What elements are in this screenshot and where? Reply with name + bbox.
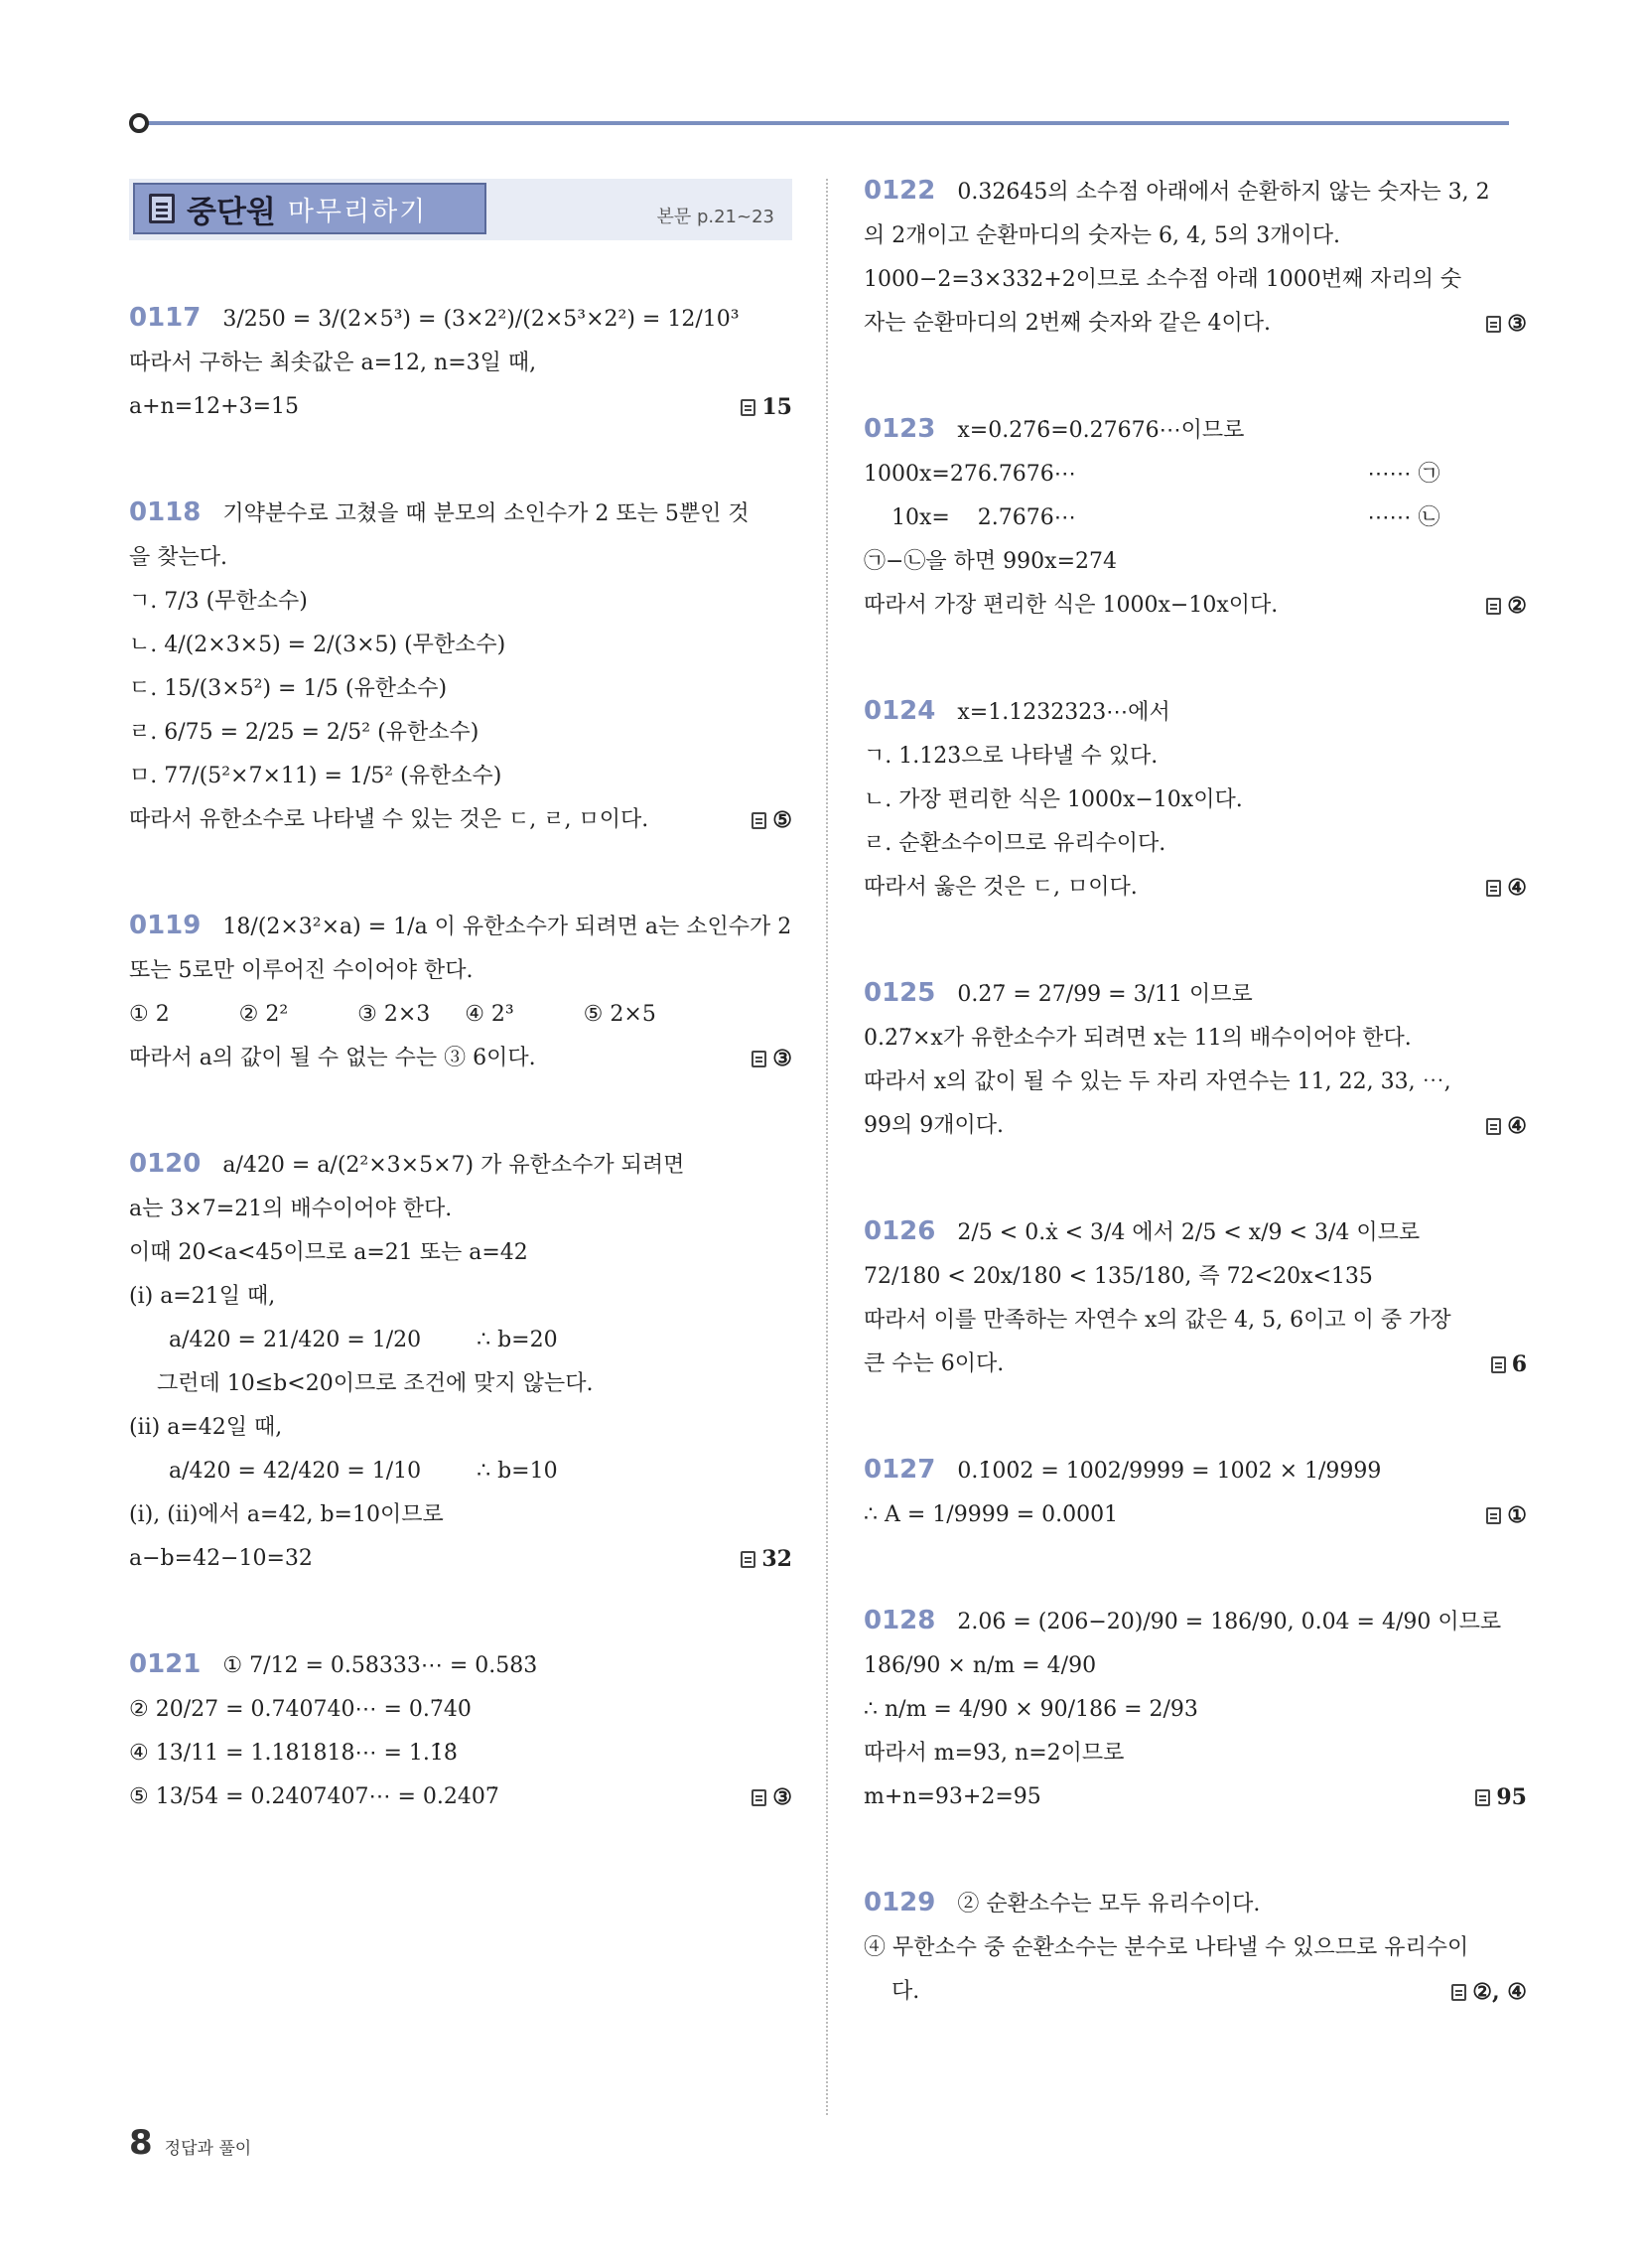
answer-mark <box>1486 1104 1527 1148</box>
page-reference: 본문 p.21~23 <box>656 207 774 227</box>
solution-line <box>129 1037 792 1080</box>
answer-icon <box>1451 1984 1466 2001</box>
problem-number: 0119 <box>129 911 202 940</box>
solution-line: 72/180 < 20x/180 < 135/180, 즉 72<20x<135 <box>864 1264 1373 1289</box>
solution-text: 큰 수는 6이다. <box>864 1351 1005 1376</box>
problem-0127 <box>864 1448 1527 1537</box>
page-footer <box>129 2123 251 2163</box>
solution-line: ② 20/27 = 0.740740⋯ = 0.7̇40̇ <box>129 1697 472 1722</box>
solution-line <box>864 1493 1527 1537</box>
problem-0122 <box>864 169 1527 346</box>
solution-text: 기약분수로 고쳤을 때 분모의 소인수가 2 또는 5뿐인 것 <box>222 501 750 526</box>
solution-line: 을 찾는다. <box>129 545 227 570</box>
answer-mark <box>1475 1775 1527 1819</box>
solution-text: 따라서 a의 값이 될 수 없는 수는 ③ 6이다. <box>129 1046 536 1070</box>
solution-line <box>129 1775 792 1819</box>
answer-mark <box>1486 866 1527 910</box>
solution-line: ㉠−㉡을 하면 990x=274 <box>864 549 1117 574</box>
problem-number: 0127 <box>864 1455 936 1485</box>
answer-mark <box>1486 584 1527 628</box>
solution-line <box>129 1537 792 1581</box>
solution-line: ④ 무한소수 중 순환소수는 분수로 나타낼 수 있으므로 유리수이 <box>864 1935 1469 1960</box>
solution-text: 0.326̇45̇의 소수점 아래에서 순환하지 않는 숫자는 3, 2 <box>957 180 1490 205</box>
section-title: 중단원 <box>187 194 276 230</box>
problem-number: 0123 <box>864 414 936 444</box>
answer-value: 15 <box>761 394 792 420</box>
answer-value: ② <box>1507 593 1527 619</box>
answer-value: 6 <box>1511 1351 1527 1377</box>
solution-text: 0.1̇00̇2 = 1002/9999 = 1002 × 1/9999 <box>957 1459 1382 1484</box>
solution-line: 따라서 x의 값이 될 수 있는 두 자리 자연수는 11, 22, 33, ⋯, <box>864 1069 1451 1094</box>
solution-line: 의 2개이고 순환마디의 숫자는 6, 4, 5의 3개이다. <box>864 223 1340 248</box>
answer-icon <box>1486 598 1501 615</box>
answer-icon <box>1486 316 1501 333</box>
solution-line <box>864 1775 1527 1819</box>
solution-line: 따라서 m=93, n=2이므로 <box>864 1741 1125 1766</box>
answer-mark <box>741 1537 792 1581</box>
answer-mark <box>752 1037 792 1080</box>
solution-line <box>129 1142 792 1188</box>
left-column <box>129 169 792 1881</box>
problem-number: 0128 <box>864 1606 936 1635</box>
answer-icon <box>1475 1789 1490 1806</box>
solution-text: 2/5 < 0.ẋ < 3/4 에서 2/5 < x/9 < 3/4 이므로 <box>957 1220 1421 1245</box>
solution-line: 이때 20<a<45이므로 a=21 또는 a=42 <box>129 1240 528 1265</box>
solution-text: 따라서 옳은 것은 ㄷ, ㅁ이다. <box>864 875 1138 900</box>
problem-number: 0118 <box>129 497 202 527</box>
problem-number: 0124 <box>864 696 936 726</box>
solution-line <box>864 1970 1527 2014</box>
solution-text: a−b=42−10=32 <box>129 1546 313 1571</box>
right-column <box>864 169 1527 2075</box>
solution-line: 또는 5로만 이루어진 수이어야 한다. <box>129 958 474 983</box>
problem-number: 0121 <box>129 1649 202 1679</box>
solution-line: a/420 = 21/420 = 1/20 ∴ b=20 <box>169 1328 558 1352</box>
solution-text: a/420 = a/(2²×3×5×7) 가 유한소수가 되려면 <box>222 1153 685 1178</box>
column-divider <box>826 179 828 2115</box>
solution-line <box>129 1642 792 1688</box>
solution-line: 10x= 2.7676⋯ ⋯⋯ ㉡ <box>891 505 1440 530</box>
solution-line <box>129 296 792 342</box>
answer-icon <box>1486 1118 1501 1135</box>
answer-mark <box>741 385 792 429</box>
solution-text: 따라서 가장 편리한 식은 1000x−10x이다. <box>864 593 1279 618</box>
answer-icon <box>1491 1356 1506 1373</box>
solution-line <box>129 798 792 842</box>
solution-line <box>864 971 1527 1017</box>
top-rule-dot <box>129 113 149 133</box>
solution-line: ㄱ. 1.12̇3̇으로 나타낼 수 있다. <box>864 744 1159 769</box>
answer-value: ⑤ <box>772 807 792 833</box>
answer-icon <box>741 399 755 416</box>
solution-line <box>129 904 792 949</box>
solution-line: ㄱ. 7/3 (무한소수) <box>129 589 308 614</box>
solution-line <box>864 407 1527 453</box>
problem-number: 0129 <box>864 1888 936 1917</box>
solution-text: a+n=12+3=15 <box>129 394 300 419</box>
answer-mark <box>752 798 792 842</box>
solution-line <box>864 1599 1527 1644</box>
problem-0117 <box>129 296 792 429</box>
problem-0120 <box>129 1142 792 1581</box>
solution-line: ㅁ. 77/(5²×7×11) = 1/5² (유한소수) <box>129 764 502 788</box>
answer-mark <box>1486 1493 1527 1537</box>
solution-line <box>864 584 1527 628</box>
answer-value: 32 <box>761 1546 792 1572</box>
solution-line: (ⅰ) a=21일 때, <box>129 1284 276 1309</box>
solution-line <box>864 169 1527 214</box>
problem-0125 <box>864 971 1527 1148</box>
solution-line: ∴ n/m = 4/90 × 90/186 = 2/93 <box>864 1697 1198 1722</box>
answer-icon <box>752 1789 766 1806</box>
solution-text: m+n=93+2=95 <box>864 1784 1041 1809</box>
solution-line: 그런데 10≤b<20이므로 조건에 맞지 않는다. <box>157 1371 594 1396</box>
solution-line: ④ 13/11 = 1.181818⋯ = 1.1̇8̇ <box>129 1741 458 1766</box>
solution-text: ② 순환소수는 모두 유리수이다. <box>957 1892 1261 1916</box>
solution-line: 따라서 구하는 최솟값은 a=12, n=3일 때, <box>129 351 537 375</box>
answer-icon <box>752 1051 766 1067</box>
problem-0119 <box>129 904 792 1080</box>
solution-text: ① 7/12 = 0.58333⋯ = 0.583̇ <box>222 1653 538 1678</box>
solution-line <box>129 385 792 429</box>
solution-line: 186/90 × n/m = 4/90 <box>864 1653 1097 1678</box>
answer-mark <box>1486 302 1527 346</box>
section-header <box>129 169 792 246</box>
solution-line: ㄹ. 6/75 = 2/25 = 2/5² (유한소수) <box>129 720 479 745</box>
problem-number: 0122 <box>864 176 936 206</box>
solution-line: (ⅰ), (ⅱ)에서 a=42, b=10이므로 <box>129 1502 444 1527</box>
solution-line <box>864 1881 1527 1926</box>
solution-line: ① 2 ② 2² ③ 2×3 ④ 2³ ⑤ 2×5 <box>129 1002 656 1027</box>
solution-text: 따라서 유한소수로 나타낼 수 있는 것은 ㄷ, ㄹ, ㅁ이다. <box>129 807 649 832</box>
solution-text: 0.2̇7̇ = 27/99 = 3/11 이므로 <box>957 982 1253 1007</box>
problem-0128 <box>864 1599 1527 1819</box>
footer-label: 정답과 풀이 <box>164 2139 252 2159</box>
solution-text: x=0.27̇6̇=0.27676⋯이므로 <box>957 418 1245 443</box>
solution-line <box>864 1209 1527 1255</box>
section-header-tab <box>133 183 486 234</box>
answer-value: ④ <box>1507 875 1527 901</box>
answer-mark <box>1451 1970 1527 2014</box>
solution-text: 자는 순환마디의 2번째 숫자와 같은 4이다. <box>864 311 1271 336</box>
page-number: 8 <box>129 2123 153 2163</box>
solution-text: x=1.1232323⋯에서 <box>957 700 1170 725</box>
answer-value: ③ <box>1507 311 1527 337</box>
problem-0126 <box>864 1209 1527 1386</box>
solution-line: ㄹ. 순환소수이므로 유리수이다. <box>864 831 1166 856</box>
problem-0121 <box>129 1642 792 1819</box>
answer-icon <box>752 812 766 829</box>
solution-line <box>864 1104 1527 1148</box>
solution-text: ⑤ 13/54 = 0.2407407⋯ = 0.24̇07̇ <box>129 1784 499 1809</box>
solution-line <box>864 1343 1527 1386</box>
solution-line <box>864 1448 1527 1493</box>
solution-text: 3/250 = 3/(2×5³) = (3×2²)/(2×5³×2²) = 12/10³ <box>222 307 740 332</box>
solution-text: 다. <box>891 1979 920 2004</box>
answer-value: ① <box>1507 1502 1527 1528</box>
solution-line: ㄴ. 4/(2×3×5) = 2/(3×5) (무한소수) <box>129 633 506 657</box>
problem-0123 <box>864 407 1527 628</box>
problem-number: 0120 <box>129 1149 202 1179</box>
solution-text: 2.06̇ = (206−20)/90 = 186/90, 0.04̇ = 4/90 이므로 <box>957 1610 1502 1634</box>
problem-number: 0126 <box>864 1216 936 1246</box>
answer-mark <box>1491 1343 1527 1386</box>
solution-line <box>864 302 1527 346</box>
solution-line <box>864 866 1527 910</box>
solution-text: ∴ A = 1/9999 = 0.0̇00̇1 <box>864 1502 1119 1527</box>
solution-line: ㄷ. 15/(3×5²) = 1/5 (유한소수) <box>129 676 448 701</box>
problem-0124 <box>864 689 1527 910</box>
answer-value: ②, ④ <box>1472 1979 1527 2005</box>
top-rule <box>139 121 1509 125</box>
solution-line: (ⅱ) a=42일 때, <box>129 1415 283 1440</box>
problem-0118 <box>129 491 792 842</box>
problem-0129 <box>864 1881 1527 2014</box>
answer-value: ③ <box>772 1046 792 1071</box>
solution-line: a는 3×7=21의 배수이어야 한다. <box>129 1197 453 1221</box>
problem-number: 0125 <box>864 978 936 1008</box>
answer-icon <box>741 1551 755 1568</box>
solution-line <box>129 491 792 536</box>
section-subtitle: 마무리하기 <box>287 196 428 227</box>
solution-line: 1000−2=3×332+2이므로 소수점 아래 1000번째 자리의 숫 <box>864 267 1462 292</box>
solution-line <box>864 689 1527 735</box>
solution-text: 99의 9개이다. <box>864 1113 1004 1138</box>
solution-text: 18/(2×3²×a) = 1/a 이 유한소수가 되려면 a는 소인수가 2 <box>222 915 792 939</box>
book-icon <box>149 194 175 223</box>
solution-line: 0.2̇7̇×x가 유한소수가 되려면 x는 11의 배수이어야 한다. <box>864 1026 1412 1051</box>
solution-line: 1000x=276.7676⋯ ⋯⋯ ㉠ <box>864 462 1440 487</box>
solution-line: a/420 = 42/420 = 1/10 ∴ b=10 <box>169 1459 558 1484</box>
answer-value: 95 <box>1496 1784 1527 1810</box>
solution-line: 따라서 이를 만족하는 자연수 x의 값은 4, 5, 6이고 이 중 가장 <box>864 1308 1451 1333</box>
solution-line: ㄴ. 가장 편리한 식은 1000x−10x이다. <box>864 787 1243 812</box>
answer-icon <box>1486 1507 1501 1524</box>
problem-number: 0117 <box>129 303 202 333</box>
answer-value: ③ <box>772 1784 792 1810</box>
answer-icon <box>1486 880 1501 897</box>
answer-mark <box>752 1775 792 1819</box>
answer-value: ④ <box>1507 1113 1527 1139</box>
